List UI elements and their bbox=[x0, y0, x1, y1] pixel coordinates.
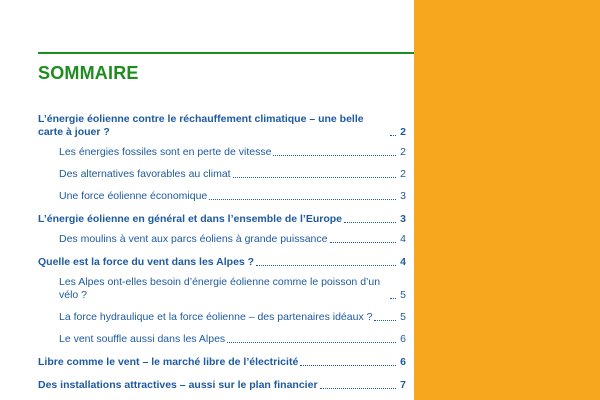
toc-page-number: 5 bbox=[400, 289, 406, 301]
toc-page-number: 4 bbox=[400, 256, 406, 268]
toc-page-number: 7 bbox=[400, 379, 406, 391]
toc-entry[interactable] bbox=[38, 190, 406, 203]
orange-side-band bbox=[414, 0, 600, 400]
heading-rule bbox=[38, 52, 414, 54]
toc-page-number: 6 bbox=[400, 333, 406, 345]
toc-entry[interactable] bbox=[38, 379, 406, 392]
toc-entry-title: Des moulins à vent aux parcs éoliens à grande puissance bbox=[59, 233, 328, 245]
toc-entry-title: Le vent souffle aussi dans les Alpes bbox=[59, 333, 226, 345]
toc-entry[interactable] bbox=[38, 333, 406, 346]
toc-page-number: 2 bbox=[400, 126, 406, 138]
toc-page-number: 2 bbox=[400, 168, 406, 180]
page-title: SOMMAIRE bbox=[38, 63, 139, 83]
toc-leader-dots bbox=[330, 242, 397, 243]
table-of-contents bbox=[38, 113, 406, 392]
toc-entry-title: Une force éolienne économique bbox=[59, 190, 208, 202]
toc-entry-title: Des alternatives favorables au climat bbox=[59, 168, 231, 180]
toc-page-number: 3 bbox=[400, 213, 406, 225]
toc-entry[interactable] bbox=[38, 213, 406, 226]
toc-leader-dots bbox=[227, 342, 396, 343]
toc-leader-dots bbox=[344, 222, 396, 223]
toc-entry-title: L’énergie éolienne en général et dans l’ensemble de l’Europe bbox=[38, 213, 343, 225]
toc-entry[interactable] bbox=[38, 233, 406, 246]
toc-entry-title: Des installations attractives – aussi sur le plan financier bbox=[38, 379, 318, 391]
toc-page-number: 5 bbox=[400, 311, 406, 323]
toc-entry-title: Quelle est la force du vent dans les Alpes ? bbox=[38, 256, 255, 268]
toc-page-number: 4 bbox=[400, 233, 406, 245]
toc-entry-title: Libre comme le vent – le marché libre de l’électricité bbox=[38, 356, 299, 368]
toc-entry[interactable] bbox=[38, 276, 406, 302]
toc-entry-title: Les énergies fossiles sont en perte de vitesse bbox=[59, 146, 272, 158]
toc-leader-dots bbox=[233, 177, 396, 178]
toc-entry[interactable] bbox=[38, 256, 406, 269]
toc-entry-title: L’énergie éolienne contre le réchauffement climatique – une belle carte à jouer ? bbox=[38, 113, 364, 138]
toc-leader-dots bbox=[273, 155, 396, 156]
toc-entry[interactable] bbox=[38, 168, 406, 181]
toc-entry[interactable] bbox=[38, 311, 406, 324]
toc-entry-title: Les Alpes ont-elles besoin d’énergie éolienne comme le poisson d’un vélo ? bbox=[59, 276, 381, 301]
toc-entry-title: La force hydraulique et la force éolienne – des partenaires idéaux ? bbox=[59, 311, 373, 323]
toc-leader-dots bbox=[390, 298, 396, 299]
toc-entry[interactable] bbox=[38, 356, 406, 369]
toc-leader-dots bbox=[390, 135, 396, 136]
toc-page-number: 2 bbox=[400, 146, 406, 158]
toc-leader-dots bbox=[320, 388, 396, 389]
toc-entry[interactable] bbox=[38, 146, 406, 159]
toc-leader-dots bbox=[209, 199, 396, 200]
toc-entry[interactable] bbox=[38, 113, 406, 139]
toc-page-number: 3 bbox=[400, 190, 406, 202]
toc-leader-dots bbox=[256, 265, 396, 266]
toc-leader-dots bbox=[374, 320, 396, 321]
toc-page-number: 6 bbox=[400, 356, 406, 368]
toc-leader-dots bbox=[300, 365, 396, 366]
